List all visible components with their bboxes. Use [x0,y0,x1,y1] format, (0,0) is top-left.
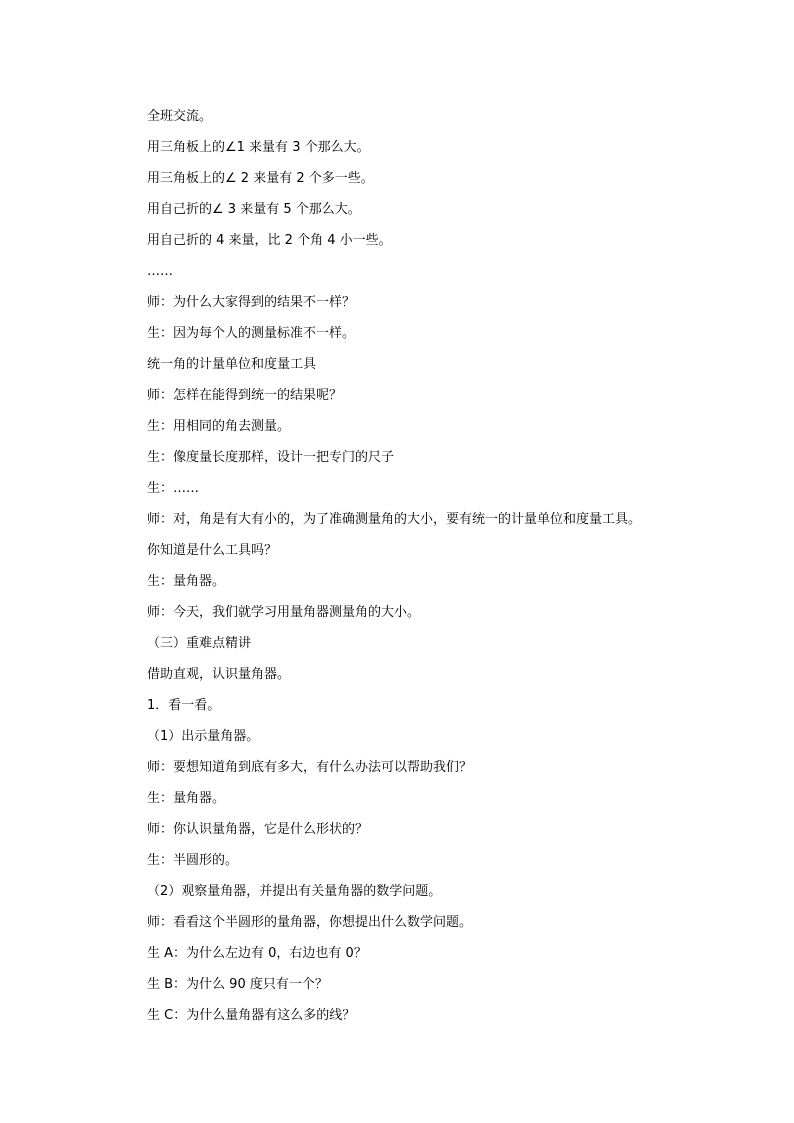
teacher-line: 师：今天，我们就学习用量角器测量角的大小。 [147,605,421,620]
sub-item: （2）观察量角器，并提出有关量角器的数学问题。 [147,884,442,899]
student-line: 生：用相同的角去测量。 [147,419,291,434]
text-line: 全班交流。 [147,109,213,124]
teacher-line: 师：为什么大家得到的结果不一样？ [147,295,356,310]
teacher-line: 师：你认识量角器，它是什么形状的？ [147,822,369,837]
student-line: 生：半圆形的。 [147,853,239,868]
numbered-item: 1．看一看。 [147,698,221,713]
document-body [147,101,747,1031]
student-line: 生：像度量长度那样，设计一把专门的尺子 [147,450,395,465]
text-line: 用自己折的∠ 3 来量有 5 个那么大。 [147,202,361,217]
student-line: 生：因为每个人的测量标准不一样。 [147,326,356,341]
teacher-line: 师：看看这个半圆形的量角器，你想提出什么数学问题。 [147,915,473,930]
text-line: 用三角板上的∠ 2 来量有 2 个多一些。 [147,171,374,186]
text-line: 用三角板上的∠1 来量有 3 个那么大。 [147,140,370,155]
student-line: 生 C：为什么量角器有这么多的线？ [147,1008,356,1023]
student-line: 生：…… [147,481,200,496]
teacher-line: 师：怎样在能得到统一的结果呢？ [147,388,343,403]
text-line: 用自己折的 4 来量，比 2 个角 4 小一些。 [147,233,392,248]
section-heading: 统一角的计量单位和度量工具 [147,357,317,372]
student-line: 生：量角器。 [147,791,226,806]
student-line: 生：量角器。 [147,574,226,589]
sub-item: （1）出示量角器。 [147,729,260,744]
student-line: 生 A：为什么左边有 0，右边也有 0？ [147,946,367,961]
teacher-line: 师：要想知道角到底有多大，有什么办法可以帮助我们？ [147,760,473,775]
teacher-line: 师：对，角是有大有小的，为了准确测量角的大小，要有统一的计量单位和度量工具。 [147,512,642,527]
ellipsis-line: …… [147,264,173,279]
text-line: 借助直观，认识量角器。 [147,667,291,682]
section-heading: （三）重难点精讲 [147,636,252,651]
student-line: 生 B：为什么 90 度只有一个？ [147,977,328,992]
text-line: 你知道是什么工具吗？ [147,543,278,558]
